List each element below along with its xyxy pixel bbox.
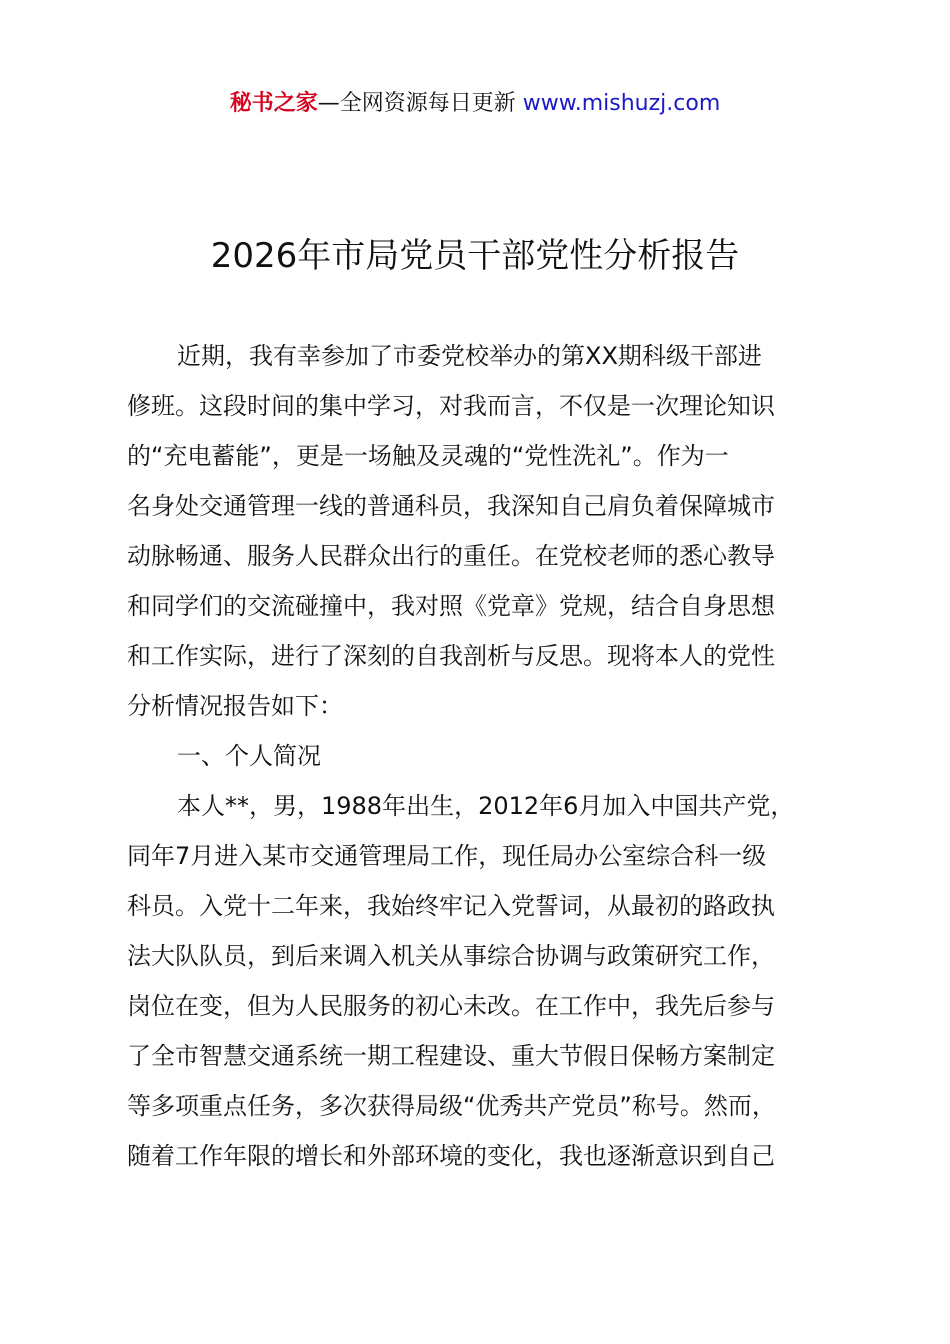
site-header	[0, 88, 950, 120]
document-title: 2026年市局党员干部党性分析报告	[210, 236, 740, 276]
section-heading: 一、个人简况	[177, 742, 321, 770]
paragraph-line: 名身处交通管理一线的普通科员，我深知自己肩负着保障城市	[127, 492, 775, 520]
paragraph-line: 岗位在变，但为人民服务的初心未改。在工作中，我先后参与	[127, 992, 775, 1020]
site-url-link[interactable]: www.mishuzj.com	[522, 91, 721, 116]
paragraph-line: 等多项重点任务，多次获得局级“优秀共产党员”称号。然而，	[127, 1092, 776, 1120]
site-brand: 秘书之家	[229, 91, 318, 116]
paragraph-line: 和工作实际，进行了深刻的自我剖析与反思。现将本人的党性	[127, 642, 775, 670]
paragraph-line: 动脉畅通、服务人民群众出行的重任。在党校老师的悉心教导	[127, 542, 775, 570]
paragraph-line: 科员。入党十二年来，我始终牢记入党誓词，从最初的路政执	[127, 892, 775, 920]
document-body	[127, 331, 867, 1181]
paragraph-line: 法大队队员，到后来调入机关从事综合协调与政策研究工作，	[127, 942, 775, 970]
paragraph-line: 近期，我有幸参加了市委党校举办的第XX期科级干部进	[177, 342, 762, 370]
paragraph-line: 了全市智慧交通系统一期工程建设、重大节假日保畅方案制定	[127, 1042, 775, 1070]
paragraph-line: 随着工作年限的增长和外部环境的变化，我也逐渐意识到自己	[127, 1142, 775, 1170]
paragraph-line: 同年7月进入某市交通管理局工作，现任局办公室综合科一级	[127, 842, 767, 870]
paragraph-line: 的“充电蓄能”，更是一场触及灵魂的“党性洗礼”。作为一	[127, 442, 729, 470]
paragraph-line: 本人**，男，1988年出生，2012年6月加入中国共产党，	[177, 792, 795, 820]
paragraph-line: 修班。这段时间的集中学习，对我而言，不仅是一次理论知识	[127, 392, 775, 420]
site-tagline: —全网资源每日更新	[317, 91, 523, 116]
paragraph-line: 和同学们的交流碰撞中，我对照《党章》党规，结合自身思想	[127, 592, 775, 620]
paragraph-line: 分析情况报告如下：	[127, 692, 343, 720]
